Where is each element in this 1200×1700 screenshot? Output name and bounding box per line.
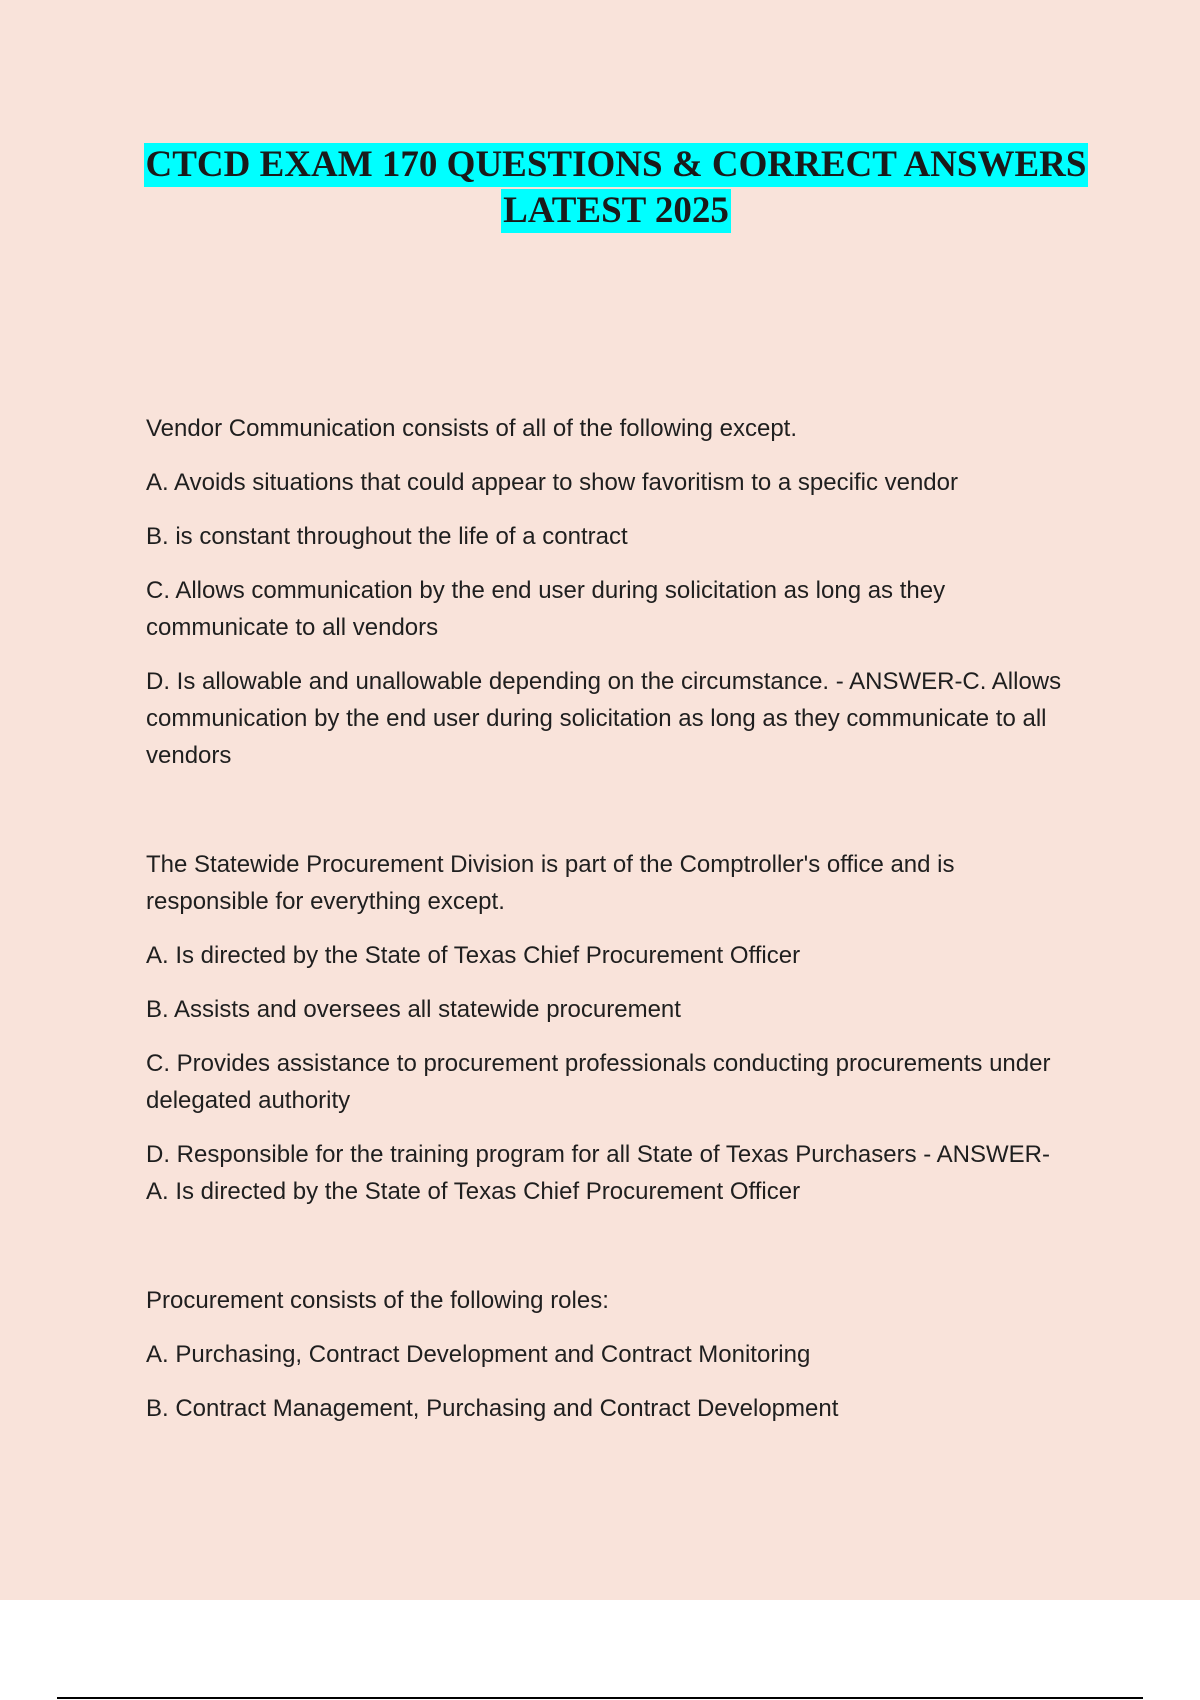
document-body (146, 410, 1066, 1427)
answer-option-a: A. Purchasing, Contract Development and Contract Monitoring (146, 1341, 811, 1368)
answer-option-b: B. Contract Management, Purchasing and Contract Development (146, 1395, 839, 1422)
answer-option-c: C. Allows communication by the end user during solicitation as long as they communicate to all vendors (146, 577, 946, 641)
answer-option-c: C. Provides assistance to procurement professionals conducting procurements under delegated authority (146, 1050, 1051, 1114)
question-stem: Vendor Communication consists of all of the following except. (146, 415, 798, 442)
answer-option-b: B. Assists and oversees all statewide procurement (146, 996, 681, 1023)
document-title (0, 142, 1200, 234)
answer-option-d: D. Responsible for the training program for all State of Texas Purchasers - ANSWER-A. Is directed by the State of Texas Chief Procurement Officer (146, 1141, 1050, 1205)
question-3 (146, 1282, 1066, 1427)
answer-option-a: A. Is directed by the State of Texas Chief Procurement Officer (146, 942, 801, 969)
question-stem: Procurement consists of the following roles: (146, 1287, 609, 1314)
question-stem: The Statewide Procurement Division is part of the Comptroller's office and is responsible for everything except. (146, 851, 955, 915)
page-divider (57, 1697, 1143, 1699)
question-1 (146, 410, 1066, 774)
title-line-1: CTCD EXAM 170 QUESTIONS & CORRECT ANSWERS (145, 144, 1087, 185)
question-2 (146, 846, 1066, 1210)
title-line-2: LATEST 2025 (503, 190, 729, 231)
answer-option-b: B. is constant throughout the life of a contract (146, 523, 628, 550)
answer-option-d: D. Is allowable and unallowable depending on the circumstance. - ANSWER-C. Allows communication by the end user during solicitation as long as they communicate to all vendors (146, 668, 1062, 769)
answer-option-a: A. Avoids situations that could appear to show favoritism to a specific vendor (146, 469, 958, 496)
